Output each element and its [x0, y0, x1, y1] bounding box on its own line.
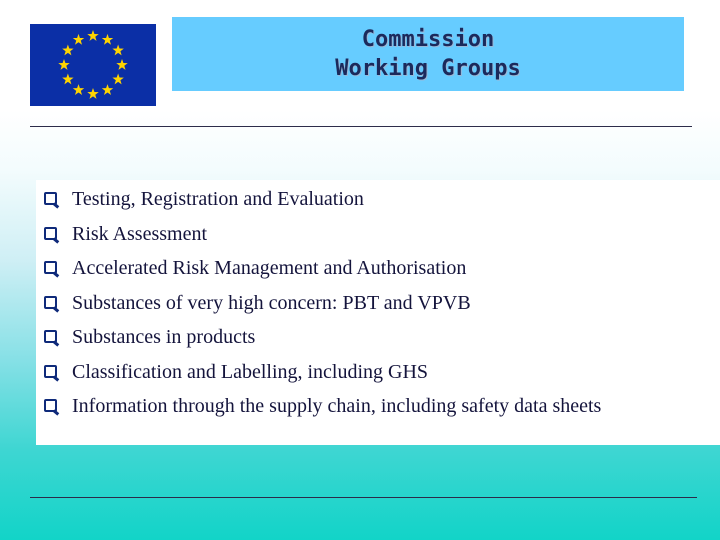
checkbox-bullet-icon	[44, 227, 57, 240]
list-item	[44, 392, 708, 421]
list-item-text: Information through the supply chain, including safety data sheets	[72, 395, 602, 417]
checkbox-bullet-icon	[44, 365, 57, 378]
list-item-text: Risk Assessment	[72, 222, 208, 245]
checkbox-bullet-icon	[44, 330, 57, 343]
bottom-divider	[30, 497, 697, 498]
list-item-text: Testing, Registration and Evaluation	[72, 188, 364, 210]
list-item	[44, 220, 708, 249]
star-icon	[116, 59, 127, 70]
list-item	[44, 323, 708, 352]
list-item-text: Classification and Labelling, including GHS	[72, 360, 429, 383]
star-icon	[102, 84, 113, 95]
top-divider	[30, 126, 692, 127]
list-item	[44, 358, 708, 387]
bullet-list	[44, 185, 708, 427]
page-title-line-1: Commission	[361, 27, 495, 52]
star-icon	[112, 45, 123, 56]
eu-flag-icon	[30, 24, 156, 106]
list-item	[44, 185, 708, 214]
star-icon	[87, 30, 98, 41]
star-icon	[87, 88, 98, 99]
page-title-line-2: Working Groups	[335, 56, 521, 81]
list-item	[44, 254, 708, 283]
star-icon	[102, 34, 113, 45]
star-icon	[73, 34, 84, 45]
bullet-list-panel	[36, 180, 720, 445]
list-item-text: Substances in products	[72, 326, 256, 348]
list-item-text: Substances of very high concern: PBT and VPVB	[72, 291, 471, 314]
checkbox-bullet-icon	[44, 192, 57, 205]
star-icon	[62, 45, 73, 56]
checkbox-bullet-icon	[44, 261, 57, 274]
star-icon	[112, 74, 123, 85]
star-icon	[62, 74, 73, 85]
star-icon	[58, 59, 69, 70]
checkbox-bullet-icon	[44, 296, 57, 309]
list-item-text: Accelerated Risk Management and Authorisation	[72, 257, 467, 279]
star-icon	[73, 84, 84, 95]
list-item	[44, 289, 708, 318]
checkbox-bullet-icon	[44, 399, 57, 412]
title-box	[172, 17, 684, 91]
